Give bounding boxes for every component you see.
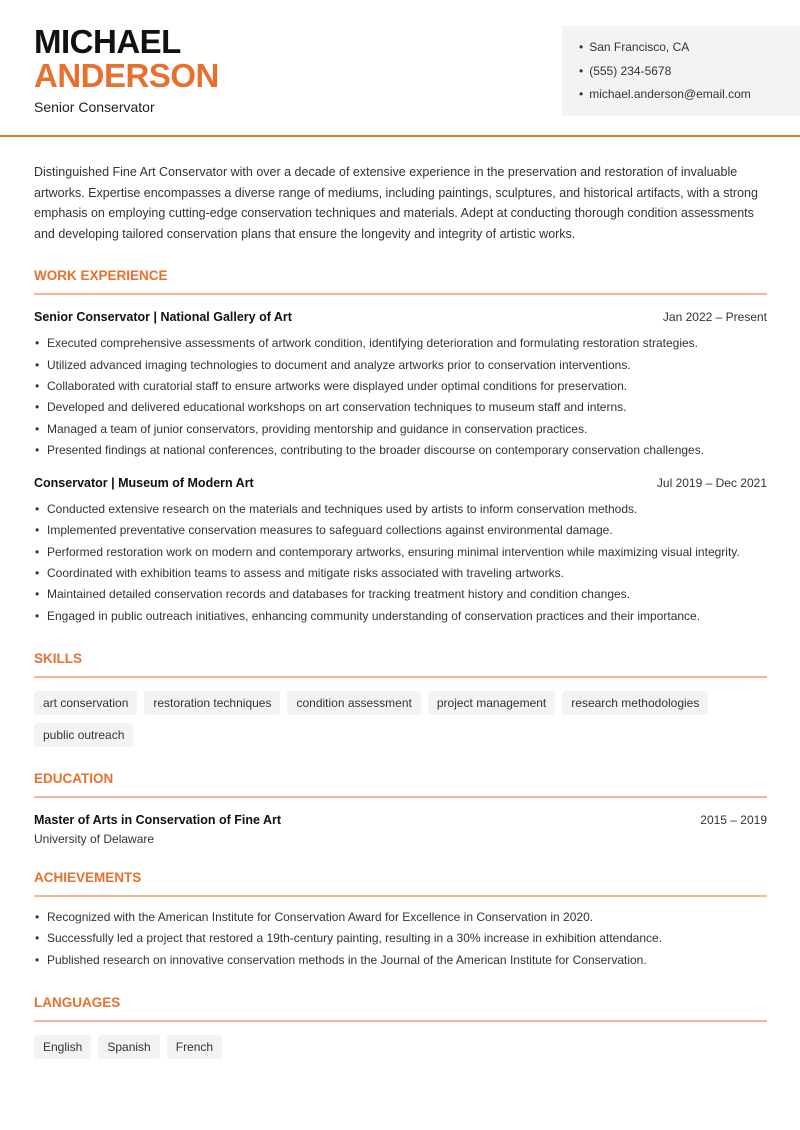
first-name: MICHAEL: [34, 23, 181, 60]
bullet-item: • Developed and delivered educational workshops on art conservation techniques to museum staff and interns.: [34, 397, 767, 418]
skill-tag: condition assessment: [287, 691, 420, 715]
bullet-item: • Executed comprehensive assessments of artwork condition, identifying deterioration and formulating restoration strategies.: [34, 333, 767, 354]
job-dates: Jan 2022 – Present: [662, 310, 767, 325]
language-tag: Spanish: [98, 1035, 159, 1059]
contact-phone: • (555) 234-5678: [579, 63, 800, 87]
resume-header: [0, 0, 800, 137]
jobs-list: [34, 309, 767, 627]
section-heading-languages: LANGUAGES: [34, 995, 767, 1022]
bullet-item: • Utilized advanced imaging technologies to document and analyze artworks prior to conservation interventions.: [34, 355, 767, 376]
contact-box: [562, 26, 800, 116]
job-header: [34, 309, 767, 325]
bullet-item: • Maintained detailed conservation records and databases for tracking treatment history and condition changes.: [34, 584, 767, 605]
contact-email[interactable]: • michael.anderson@email.com: [579, 86, 800, 110]
achievement-item: • Published research on innovative conservation methods in the Journal of the American Institute for Conservation.: [34, 950, 767, 971]
section-heading-skills: SKILLS: [34, 651, 767, 678]
degree: Master of Arts in Conservation of Fine Art: [34, 812, 282, 827]
achievements-list: [34, 907, 767, 971]
achievement-item: • Recognized with the American Institute for Conservation Award for Excellence in Conservation in 2020.: [34, 907, 767, 928]
education-dates: 2015 – 2019: [700, 812, 767, 827]
job-bullets: [34, 333, 767, 461]
contact-location: • San Francisco, CA: [579, 39, 800, 63]
language-tag: English: [34, 1035, 91, 1059]
job-title: Conservator | Museum of Modern Art: [34, 476, 254, 491]
job-title: Senior Conservator: [34, 99, 155, 115]
skill-tag: restoration techniques: [144, 691, 280, 715]
school: University of Delaware: [34, 831, 155, 846]
section-heading-work: WORK EXPERIENCE: [34, 268, 767, 295]
summary: Distinguished Fine Art Conservator with over a decade of extensive experience in the preservation and restoration of invaluable artworks. Expertise encompasses a diverse range of mediums, including paintings, sculptures, and historical artifacts, with a strong emphasis on employing cutting-edge conservation techniques and materials. Adept at conducting thorough condition assessments and developing tailored conservation plans that ensure the longevity and integrity of artistic works.: [34, 165, 758, 241]
languages-list: [34, 1035, 767, 1059]
bullet-item: • Conducted extensive research on the materials and techniques used by artists to inform conservation methods.: [34, 499, 767, 520]
bullet-item: • Engaged in public outreach initiatives, enhancing community understanding of conservation practices and their importance.: [34, 606, 767, 627]
skill-tag: public outreach: [34, 723, 133, 747]
bullet-item: • Implemented preventative conservation measures to safeguard collections against environmental damage.: [34, 520, 767, 541]
job-bullets: [34, 499, 767, 627]
language-tag: French: [167, 1035, 222, 1059]
section-heading-achievements: ACHIEVEMENTS: [34, 870, 767, 897]
job-header: [34, 475, 767, 491]
achievement-item: • Successfully led a project that restored a 19th-century painting, resulting in a 30% increase in exhibition attendance.: [34, 928, 767, 949]
skills-list: [34, 691, 767, 747]
skill-tag: research methodologies: [562, 691, 708, 715]
skill-tag: art conservation: [34, 691, 137, 715]
bullet-item: • Presented findings at national conferences, contributing to the broader discourse on contemporary conservation challenges.: [34, 440, 767, 461]
skill-tag: project management: [428, 691, 555, 715]
bullet-item: • Managed a team of junior conservators, providing mentorship and guidance in conservation practices.: [34, 419, 767, 440]
bullet-item: • Performed restoration work on modern and contemporary artworks, ensuring minimal intervention while maximizing visual integrity.: [34, 542, 767, 563]
job-dates: Jul 2019 – Dec 2021: [656, 476, 767, 491]
last-name: ANDERSON: [34, 57, 219, 94]
job-title: Senior Conservator | National Gallery of Art: [34, 310, 292, 325]
section-heading-education: EDUCATION: [34, 771, 767, 798]
bullet-item: • Coordinated with exhibition teams to assess and mitigate risks associated with traveling artworks.: [34, 563, 767, 584]
bullet-item: • Collaborated with curatorial staff to ensure artworks were displayed under optimal conditions for preservation.: [34, 376, 767, 397]
